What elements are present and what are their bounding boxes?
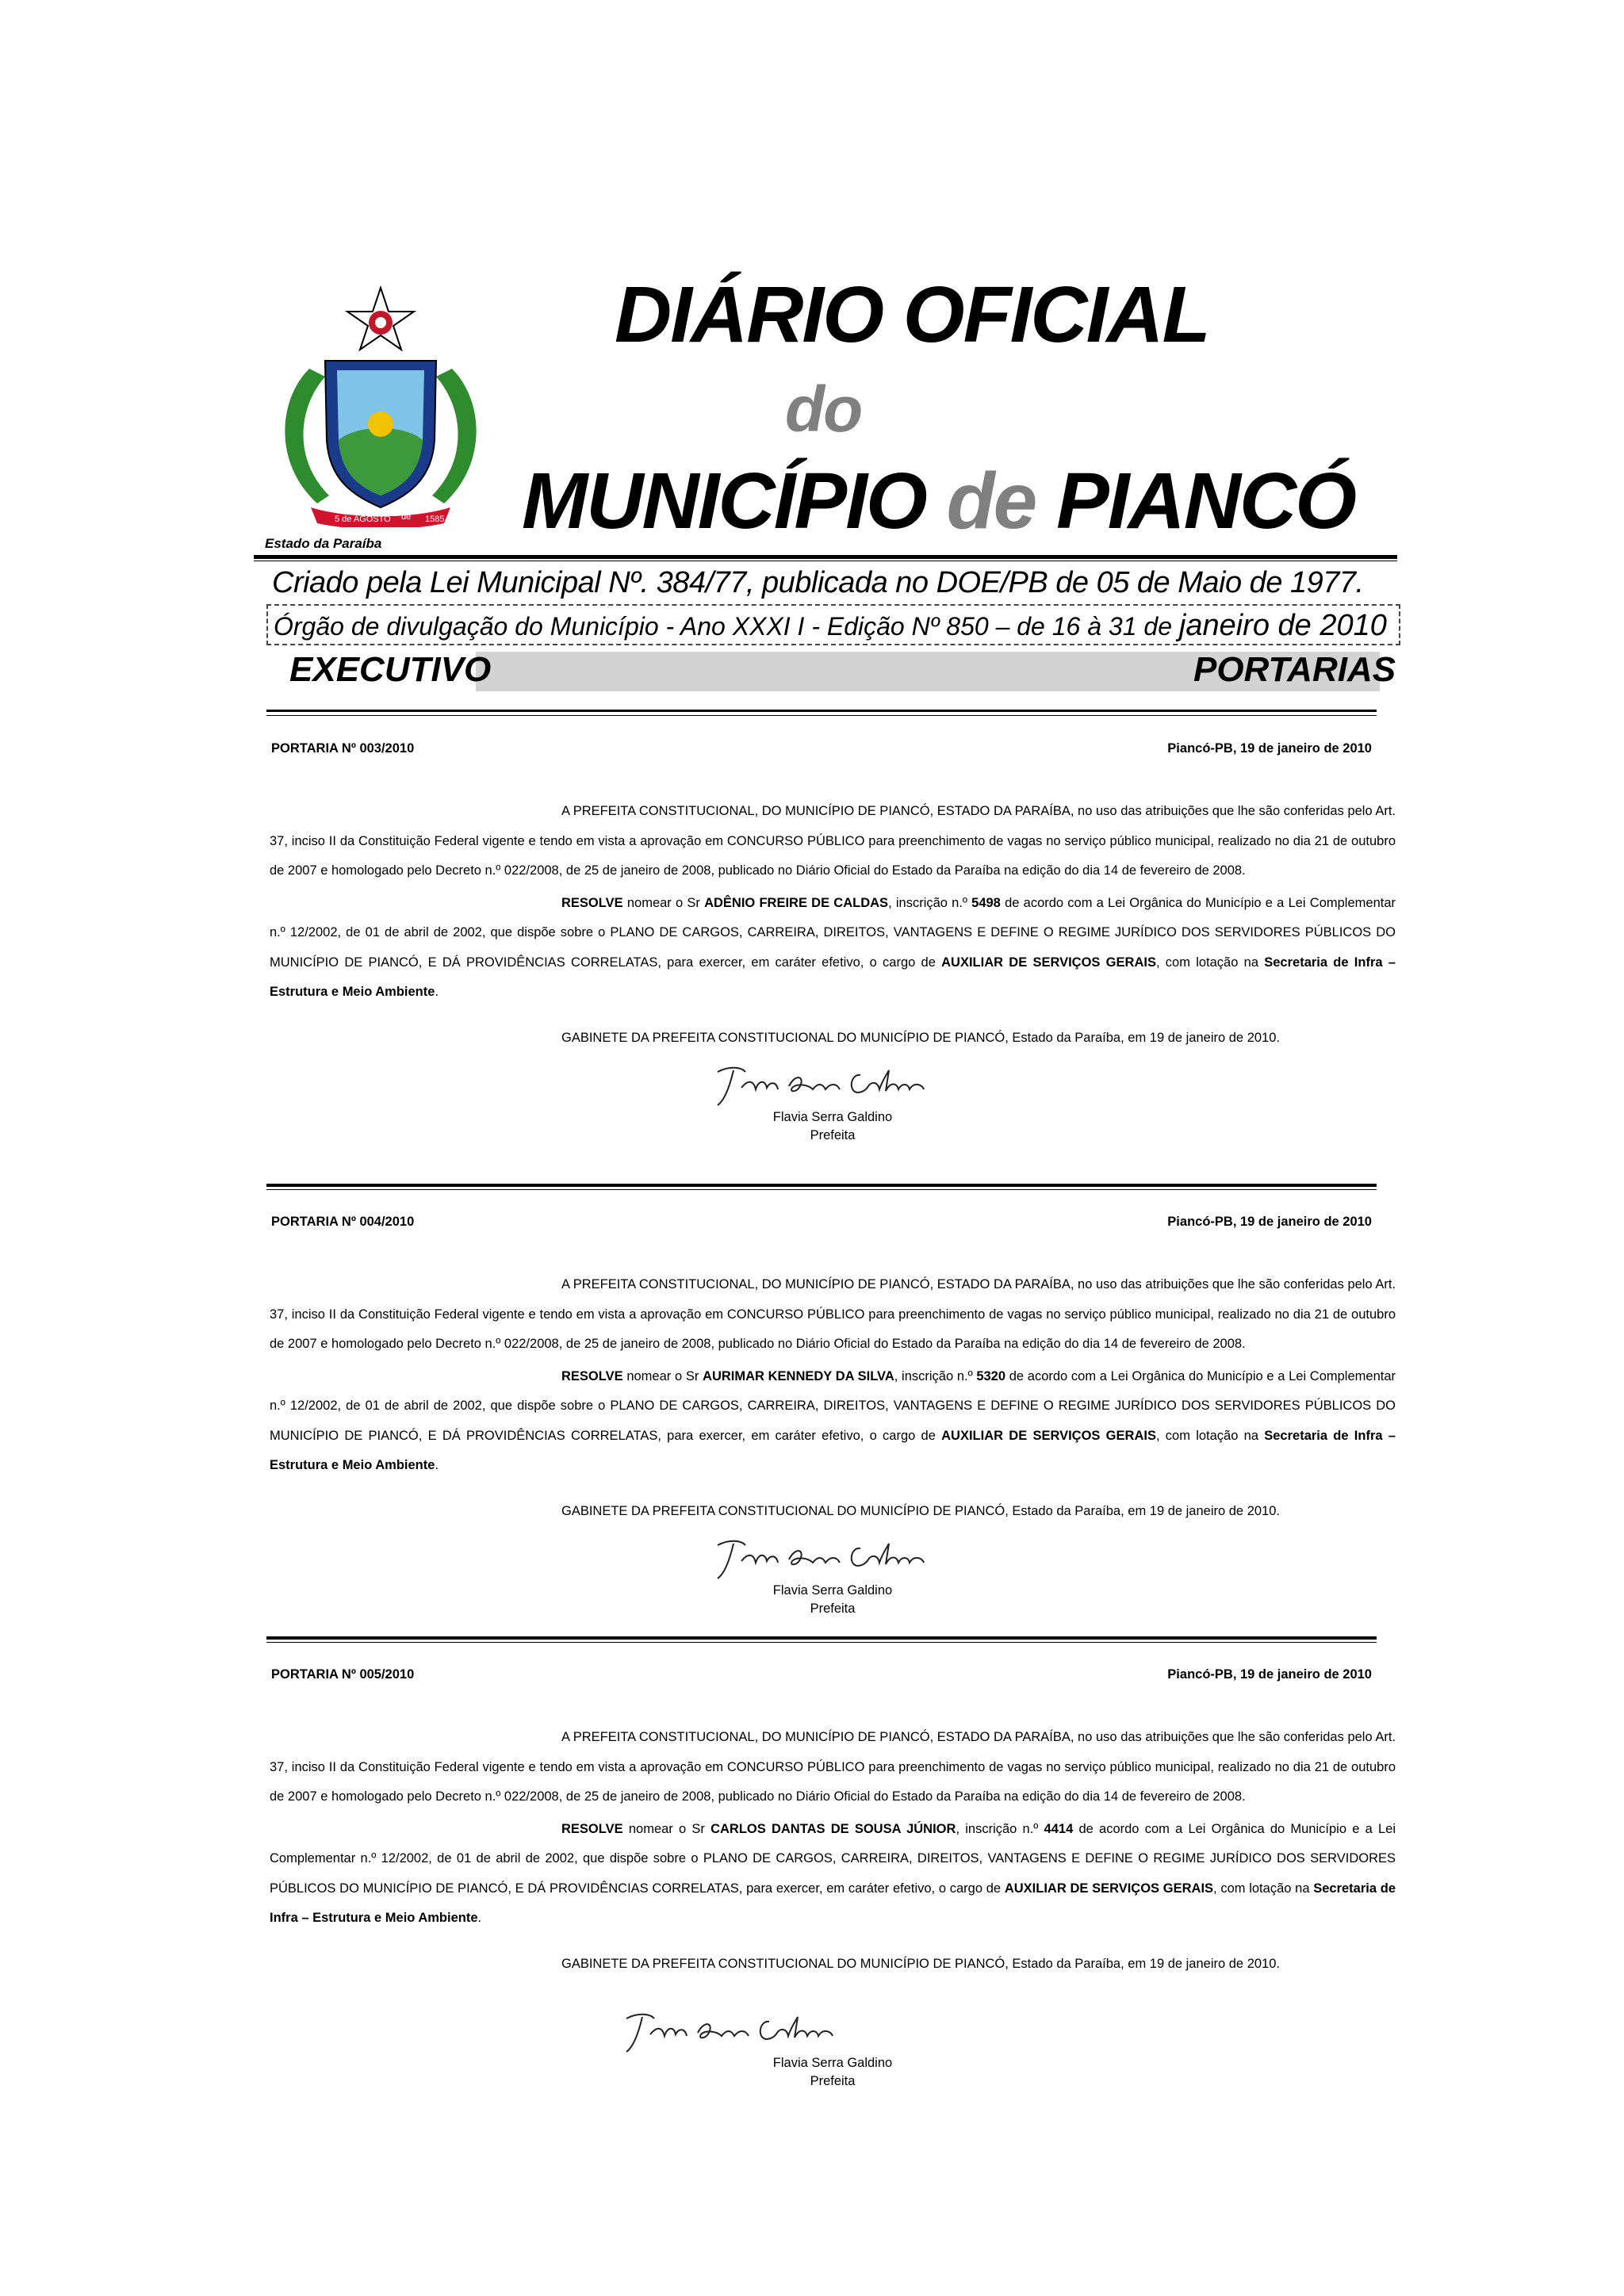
appointee-name: CARLOS DANTAS DE SOUSA JÚNIOR (710, 1821, 956, 1836)
resolve-text: , com lotação na (1155, 955, 1265, 970)
signer (753, 1582, 912, 1618)
portaria-closing: GABINETE DA PREFEITA CONSTITUCIONAL DO MUNICÍPIO DE PIANCÓ, Estado da Paraíba, em 19 de janeiro de 2010. (561, 1030, 1280, 1045)
resolve-text: . (435, 985, 439, 999)
portaria-intro: A PREFEITA CONSTITUCIONAL, DO MUNICÍPIO DE PIANCÓ, ESTADO DA PARAÍBA, no uso das atribuições que lhe são conferidas pelo Art. 37, inciso II da Constituição Federal vigente e tendo em vista a aprovação em CONCURSO PÚBLICO para preenchimento de vagas no serviço público municipal, realizado no dia 21 de outubro de 2007 e homologado pelo Decreto n.º 022/2008, de 25 de janeiro de 2008, publicado no Diário Oficial do Estado da Paraíba na edição do dia 14 de fevereiro de 2008. (270, 804, 1396, 878)
resolve-text: , inscrição n.º (894, 1368, 977, 1383)
portaria-number: PORTARIA Nº 003/2010 (271, 741, 415, 756)
resolve-text: de acordo com a Lei Orgânica do Município e a Lei Complementar n.º 12/2002, de 01 de abril de 2002, que dispõe sobre o PLANO DE CARGOS, CARREIRA, DIREITOS, VANTAGENS E DEFINE O REGIME JURÍDICO DOS SERVIDORES PÚBLICOS DO MUNICÍPIO DE PIANCÓ, E DÁ PROVIDÊNCIAS CORRELATAS, para exercer, em caráter efetivo, o cargo de (270, 1821, 1396, 1896)
resolve-label: RESOLVE (561, 1368, 623, 1383)
resolve-text: . (477, 1911, 482, 1925)
portaria-closing: GABINETE DA PREFEITA CONSTITUCIONAL DO MUNICÍPIO DE PIANCÓ, Estado da Paraíba, em 19 de janeiro de 2010. (561, 1956, 1280, 1971)
portaria-header (270, 1667, 1396, 1691)
signer-name: Flavia Serra Galdino (772, 1110, 893, 1124)
handwritten-signature (619, 2003, 864, 2058)
portaria-closing: GABINETE DA PREFEITA CONSTITUCIONAL DO MUNICÍPIO DE PIANCÓ, Estado da Paraíba, em 19 de janeiro de 2010. (561, 1503, 1280, 1518)
signer (753, 2054, 912, 2091)
signature-block (270, 1979, 1396, 2130)
resolve-label: RESOLVE (561, 895, 623, 910)
portaria-resolve (270, 889, 1396, 1008)
masthead-title-line2: do (785, 373, 862, 446)
masthead-municipio: MUNICÍPIO (522, 457, 947, 545)
resolve-text: de acordo com a Lei Orgânica do Município e a Lei Complementar n.º 12/2002, de 01 de abril de 2002, que dispõe sobre o PLANO DE CARGOS, CARREIRA, DIREITOS, VANTAGENS E DEFINE O REGIME JURÍDICO DOS SERVIDORES PÚBLICOS DO MUNICÍPIO DE PIANCÓ, E DÁ PROVIDÊNCIAS CORRELATAS, para exercer, em caráter efetivo, o cargo de (270, 1368, 1396, 1443)
resolve-text: nomear o Sr (622, 1368, 703, 1383)
portaria-intro: A PREFEITA CONSTITUCIONAL, DO MUNICÍPIO DE PIANCÓ, ESTADO DA PARAÍBA, no uso das atribuições que lhe são conferidas pelo Art. 37, inciso II da Constituição Federal vigente e tendo em vista a aprovação em CONCURSO PÚBLICO para preenchimento de vagas no serviço público municipal, realizado no dia 21 de outubro de 2007 e homologado pelo Decreto n.º 022/2008, de 25 de janeiro de 2008, publicado no Diário Oficial do Estado da Paraíba na edição do dia 14 de fevereiro de 2008. (270, 1277, 1396, 1351)
masthead-title-line3 (522, 456, 1355, 547)
resolve-text: , inscrição n.º (956, 1821, 1044, 1836)
section-executivo: EXECUTIVO (289, 650, 492, 689)
edition-text: Órgão de divulgação do Município - Ano XXXI I - Edição Nº 850 – de 16 à 31 de (274, 612, 1179, 641)
edition-info (274, 609, 1387, 643)
resolve-label: RESOLVE (561, 1821, 623, 1836)
portaria-separator-thin (266, 1642, 1377, 1643)
portaria-header (270, 741, 1396, 765)
portaria-005 (270, 1667, 1396, 2130)
signer-name: Flavia Serra Galdino (772, 1583, 893, 1598)
municipal-coat-of-arms (262, 281, 496, 527)
portaria-date: Piancó-PB, 19 de janeiro de 2010 (1167, 741, 1372, 756)
portaria-number: PORTARIA Nº 005/2010 (271, 1667, 415, 1682)
portaria-003 (270, 741, 1396, 1172)
creation-law: Criado pela Lei Municipal Nº. 384/77, publicada no DOE/PB de 05 de Maio de 1977. (272, 566, 1364, 599)
portaria-resolve (270, 1362, 1396, 1481)
signature-block (270, 1053, 1396, 1172)
portaria-intro: A PREFEITA CONSTITUCIONAL, DO MUNICÍPIO DE PIANCÓ, ESTADO DA PARAÍBA, no uso das atribuições que lhe são conferidas pelo Art. 37, inciso II da Constituição Federal vigente e tendo em vista a aprovação em CONCURSO PÚBLICO para preenchimento de vagas no serviço público municipal, realizado no dia 21 de outubro de 2007 e homologado pelo Decreto n.º 022/2008, de 25 de janeiro de 2008, publicado no Diário Oficial do Estado da Paraíba na edição do dia 14 de fevereiro de 2008. (270, 1730, 1396, 1804)
signer (753, 1108, 912, 1145)
crest-ribbon-mid: de (401, 512, 412, 522)
department: Secretaria de Infra – Estrutura e Meio Ambiente (270, 1428, 1396, 1472)
portaria-separator-thin (266, 1189, 1377, 1190)
job-title: AUXILIAR DE SERVIÇOS GERAIS (941, 1428, 1156, 1443)
portaria-date: Piancó-PB, 19 de janeiro de 2010 (1167, 1667, 1372, 1682)
handwritten-signature (710, 1056, 956, 1112)
resolve-text: de acordo com a Lei Orgânica do Município e a Lei Complementar n.º 12/2002, de 01 de abril de 2002, que dispõe sobre o PLANO DE CARGOS, CARREIRA, DIREITOS, VANTAGENS E DEFINE O REGIME JURÍDICO DOS SERVIDORES PÚBLICOS DO MUNICÍPIO DE PIANCÓ, E DÁ PROVIDÊNCIAS CORRELATAS, para exercer, em caráter efetivo, o cargo de (270, 895, 1396, 970)
inscription-number: 4414 (1044, 1821, 1074, 1836)
section-rule-thin (266, 715, 1377, 716)
portaria-header (270, 1215, 1396, 1238)
handwritten-signature (710, 1529, 956, 1585)
appointee-name: ADÊNIO FREIRE DE CALDAS (704, 895, 889, 910)
edition-month: janeiro de 2010 (1178, 609, 1387, 642)
masthead-pianco: PIANCÓ (1036, 457, 1355, 545)
resolve-text: . (435, 1458, 439, 1472)
portaria-date: Piancó-PB, 19 de janeiro de 2010 (1167, 1215, 1372, 1229)
crest-ribbon-left: 5 de AGOSTO (335, 515, 391, 524)
department: Secretaria de Infra – Estrutura e Meio Ambiente (270, 1881, 1396, 1925)
resolve-text: , com lotação na (1155, 1428, 1265, 1443)
portaria-separator (266, 1636, 1377, 1640)
masthead-rule (254, 555, 1397, 559)
signer-role: Prefeita (810, 1128, 856, 1142)
appointee-name: AURIMAR KENNEDY DA SILVA (703, 1368, 894, 1383)
section-portarias: PORTARIAS (1193, 650, 1396, 689)
signer-name: Flavia Serra Galdino (772, 2056, 893, 2070)
resolve-text: nomear o Sr (622, 1821, 711, 1836)
portaria-resolve (270, 1815, 1396, 1934)
signer-role: Prefeita (810, 2074, 856, 2088)
masthead-de: de (946, 457, 1036, 545)
masthead-title-line1: DIÁRIO OFICIAL (615, 270, 1209, 359)
signer-role: Prefeita (810, 1601, 856, 1616)
crest-label: Estado da Paraíba (265, 536, 382, 551)
resolve-text: , inscrição n.º (888, 895, 972, 910)
inscription-number: 5498 (971, 895, 1001, 910)
portaria-004 (270, 1215, 1396, 1645)
section-rule (266, 710, 1377, 712)
crest-ribbon-right: 1585 (425, 515, 445, 524)
department: Secretaria de Infra – Estrutura e Meio Ambiente (270, 955, 1396, 999)
signature-block (270, 1526, 1396, 1645)
job-title: AUXILIAR DE SERVIÇOS GERAIS (1004, 1881, 1214, 1896)
resolve-text: , com lotação na (1213, 1881, 1314, 1896)
inscription-number: 5320 (976, 1368, 1006, 1383)
resolve-text: nomear o Sr (622, 895, 705, 910)
portaria-separator (266, 1184, 1377, 1187)
portaria-number: PORTARIA Nº 004/2010 (271, 1215, 415, 1229)
job-title: AUXILIAR DE SERVIÇOS GERAIS (941, 955, 1156, 970)
